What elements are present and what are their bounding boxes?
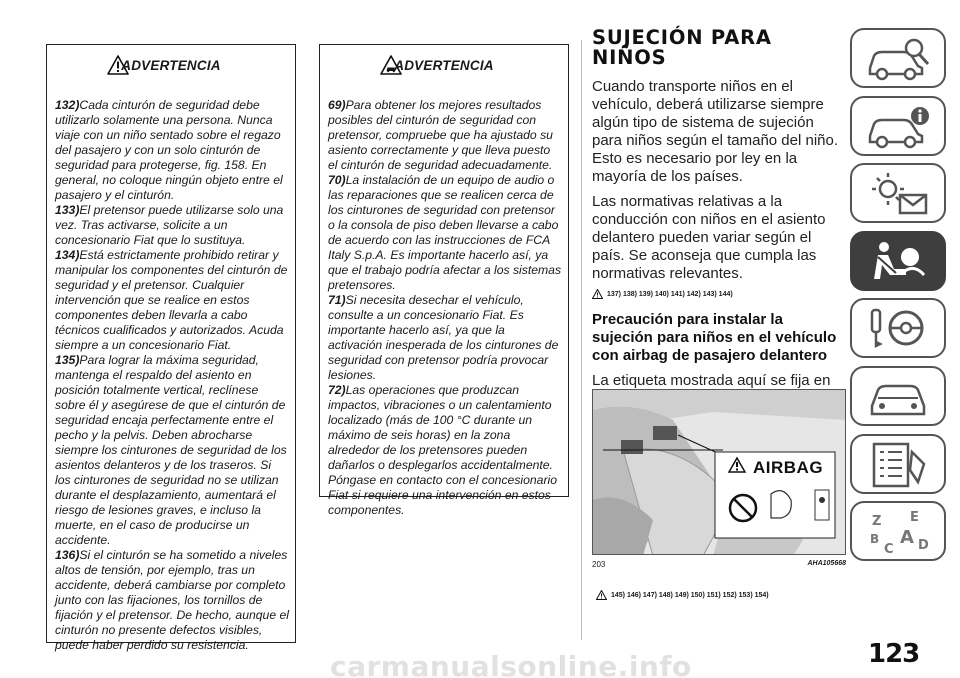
figure-caption	[592, 560, 846, 569]
child-restraint-section	[592, 28, 846, 426]
watermark: carmanualsonline.info	[330, 650, 692, 678]
warning-item: 136)Si el cinturón se ha sometido a niveles altos de tensión, por ejemplo, tras un accidente, deberá cambiarse por completo junto con las fijaciones, los tornillos de fijación y el pretensor. De hecho, aunque el cinturón no presente defectos visibles, puede haber perdido su resistencia.	[55, 548, 289, 652]
svg-text:C: C	[884, 542, 894, 556]
figure-code: AHA105668	[807, 560, 846, 567]
warning-triangle-icon	[596, 590, 607, 600]
tab-index[interactable]	[850, 501, 946, 561]
warning-box-pretensioner	[319, 44, 569, 517]
key-steering-icon	[866, 306, 932, 352]
checklist-icon	[866, 442, 932, 488]
chapter-tabs	[850, 28, 946, 569]
svg-text:A: A	[900, 527, 914, 549]
warning-item: 71)Si necesita desechar el vehículo, consulte a un concesionario Fiat. Es importante hacerlo así, ya que la activación inesperada de los cinturones de seguridad con pretensor podría provocar lesiones.	[328, 293, 559, 382]
svg-text:B: B	[870, 532, 880, 547]
svg-text:D: D	[918, 538, 929, 554]
warning-title: ADVERTENCIA	[121, 58, 221, 73]
subsection-title: Precaución para instalar la sujeción para niños en el vehículo con airbag de pasajero delantero	[592, 311, 837, 364]
tab-car-info[interactable]	[850, 96, 946, 156]
column-divider	[581, 40, 582, 640]
airbag-passenger-icon	[866, 239, 932, 285]
warning-item: 69)Para obtener los mejores resultados posibles del cinturón de seguridad con pretensor, compruebe que ha ajustado su asiento correctamente y que lleva puesto el cinturón de seguridad adecuadamente.	[328, 98, 553, 172]
regulations-paragraph: Las normativas relativas a la conducción con niños en el asiento delantero pueden variar según el país. Se aconseja que cumpla las normativas relevantes.	[592, 193, 826, 282]
airbag-label-text: AIRBAG	[753, 458, 824, 477]
warning-item: 70)La instalación de un equipo de audio o las reparaciones que se realicen cerca de los cinturones de seguridad con pretensor o la consola de piso deben llevarse a cabo de acuerdo con las instrucciones de FCA Italy S.p.A. Es importante hacerlo así, ya que el trabajo podría afectar a los sistemas pretensores.	[328, 173, 562, 292]
tab-car-search[interactable]	[850, 28, 946, 88]
figure-warning-references: 145) 146) 147) 148) 149) 150) 151) 152) 153) 154)	[596, 590, 769, 600]
tab-technical-data[interactable]	[850, 434, 946, 494]
tab-starting-driving[interactable]	[850, 298, 946, 358]
intro-paragraph: Cuando transporte niños en el vehículo, deberá utilizarse siempre algún tipo de sistema de sujeción para niños según el tamaño del niño. Esto es necesario por ley en la mayoría de los países.	[592, 78, 839, 185]
tab-maintenance[interactable]	[850, 366, 946, 426]
warning-header	[47, 45, 295, 90]
warning-item: 132)Cada cinturón de seguridad debe utilizarlo solamente una persona. Nunca viaje con un niño sentado sobre el regazo del pasajero y con un solo cinturón de seguridad para protegerse, fig. 158. En general, no coloque ningún objeto entre el pasajero y el cinturón.	[55, 98, 283, 202]
figure-number: 203	[592, 560, 606, 569]
warning-body	[320, 90, 568, 518]
airbag-label-figure	[592, 389, 846, 555]
warning-references: 137) 138) 139) 140) 141) 142) 143) 144)	[592, 289, 846, 299]
warning-header	[320, 45, 568, 90]
warning-item: 135)Para lograr la máxima seguridad, mantenga el respaldo del asiento en posición totalmente vertical, reclínese sobre él y asegúrese de que el cinturón de seguridad encaja perfectamente entre el pecho y la pelvis. Deben abrocharse siempre los cinturones de seguridad de los asientos delanteros y de los traseros. Si los cinturones de seguridad no se utilizan durante el desplazamiento, aumentará el riesgo de lesiones graves, e incluso la muerte, en el caso de producirse un accidente.	[55, 353, 287, 547]
tab-safety[interactable]	[850, 231, 946, 291]
svg-text:Z: Z	[872, 514, 882, 530]
svg-text:E: E	[910, 510, 919, 526]
section-title: SUJECIÓN PARA NIÑOS	[592, 26, 772, 69]
warning-body	[47, 90, 295, 653]
car-service-icon	[866, 374, 932, 420]
warning-box-seatbelt	[46, 44, 296, 652]
car-search-icon	[866, 36, 932, 82]
page-number: 123	[868, 639, 920, 669]
tab-warning-lights[interactable]	[850, 163, 946, 223]
car-info-icon	[866, 104, 932, 150]
warning-title: ADVERTENCIA	[394, 58, 494, 73]
warning-lights-icon	[866, 171, 932, 217]
alphabet-index-icon	[866, 509, 932, 555]
warning-item: 72)Las operaciones que produzcan impactos, vibraciones o un calentamiento localizado (más de 100 °C durante un máximo de seis horas) en la zona alrededor de los pretensores pueden dañarlos o desplegarlos accidentalmente. Póngase en contacto con el concesionario Fiat si requiere una intervención en estos componentes.	[328, 383, 558, 517]
warning-triangle-icon	[592, 289, 603, 299]
warning-item: 133)El pretensor puede utilizarse solo una vez. Tras activarse, solicite a un concesionario Fiat que lo sustituya.	[55, 203, 284, 247]
warning-item: 134)Está estrictamente prohibido retirar y manipular los componentes del cinturón de seguridad y el pretensor. Cualquier intervención que se realice en estos componentes deben llevarla a cabo técnicos cualificados y autorizados. Acuda siempre a un concesionario Fiat.	[55, 248, 288, 352]
label-paragraph: La etiqueta mostrada aquí se fija en	[592, 372, 831, 389]
